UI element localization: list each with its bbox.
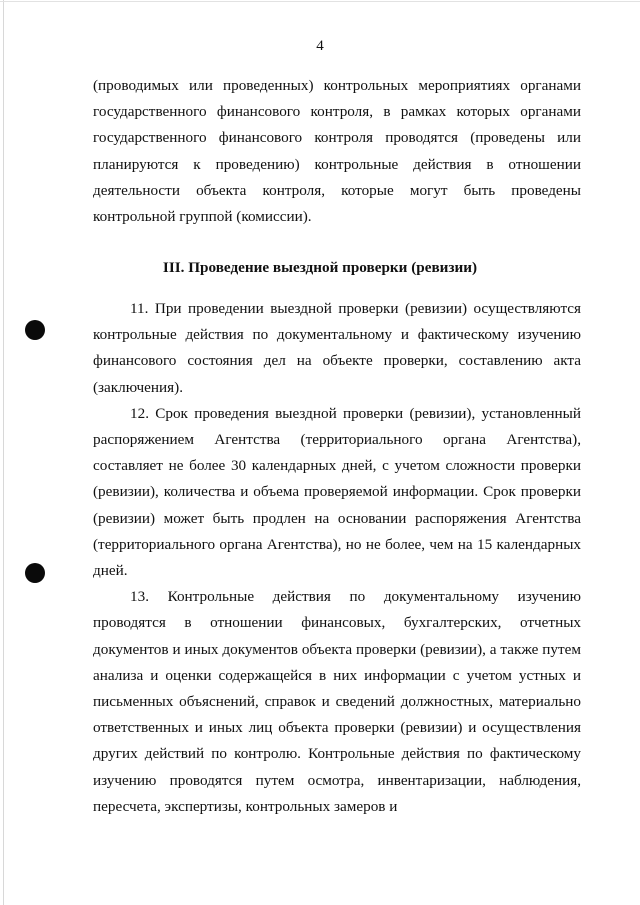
paragraph-12: 12. Срок проведения выездной проверки (ревизии), установленный распоряжением Агентства (территориального органа Агентства), составляет не более 30 календарных дней, с учетом сложности проверки (ревизии), количества и объема проверяемой информации. Срок проверки (ревизии) может быть продлен на основании распоряжения Агентства (территориального органа Агентства), но не более, чем на 15 календарных дней. bbox=[93, 404, 581, 580]
binder-hole-icon bbox=[25, 320, 45, 340]
binder-hole-icon bbox=[25, 563, 45, 583]
paragraph-13: 13. Контрольные действия по документальному изучению проводятся в отношении финансовых, бухгалтерских, отчетных документов и иных документов объекта проверки (ревизии), а также путем анализа и оценки содержащейся в них информации с учетом устных и письменных объяснений, справок и сведений должностных, материально ответственных и иных лиц объекта проверки (ревизии) и осуществления других действий по контролю. Контрольные действия по фактическому изучению проводятся путем осмотра, инвентаризации, наблюдения, пересчета, экспертизы, контрольных замеров и bbox=[93, 588, 581, 815]
section-body bbox=[93, 296, 581, 820]
paragraph-11: 11. При проведении выездной проверки (ревизии) осуществляются контрольные действия по документальному и фактическому изучению финансового состояния дел на объекте проверки, составлению акта (заключения). bbox=[93, 300, 581, 396]
scan-top-line bbox=[0, 1, 640, 2]
section-heading: III. Проведение выездной проверки (ревизии) bbox=[162, 259, 478, 276]
scan-edge-line bbox=[3, 0, 4, 905]
intro-paragraph: (проводимых или проведенных) контрольных мероприятиях органами государственного финансового контроля, в рамках которых органами государственного финансового контроля проводятся (проведены или планируются к проведению) контрольные действия в отношении деятельности объекта контроля, которые могут быть проведены контрольной группой (комиссии). bbox=[93, 77, 581, 226]
page-number: 4 bbox=[316, 38, 324, 54]
